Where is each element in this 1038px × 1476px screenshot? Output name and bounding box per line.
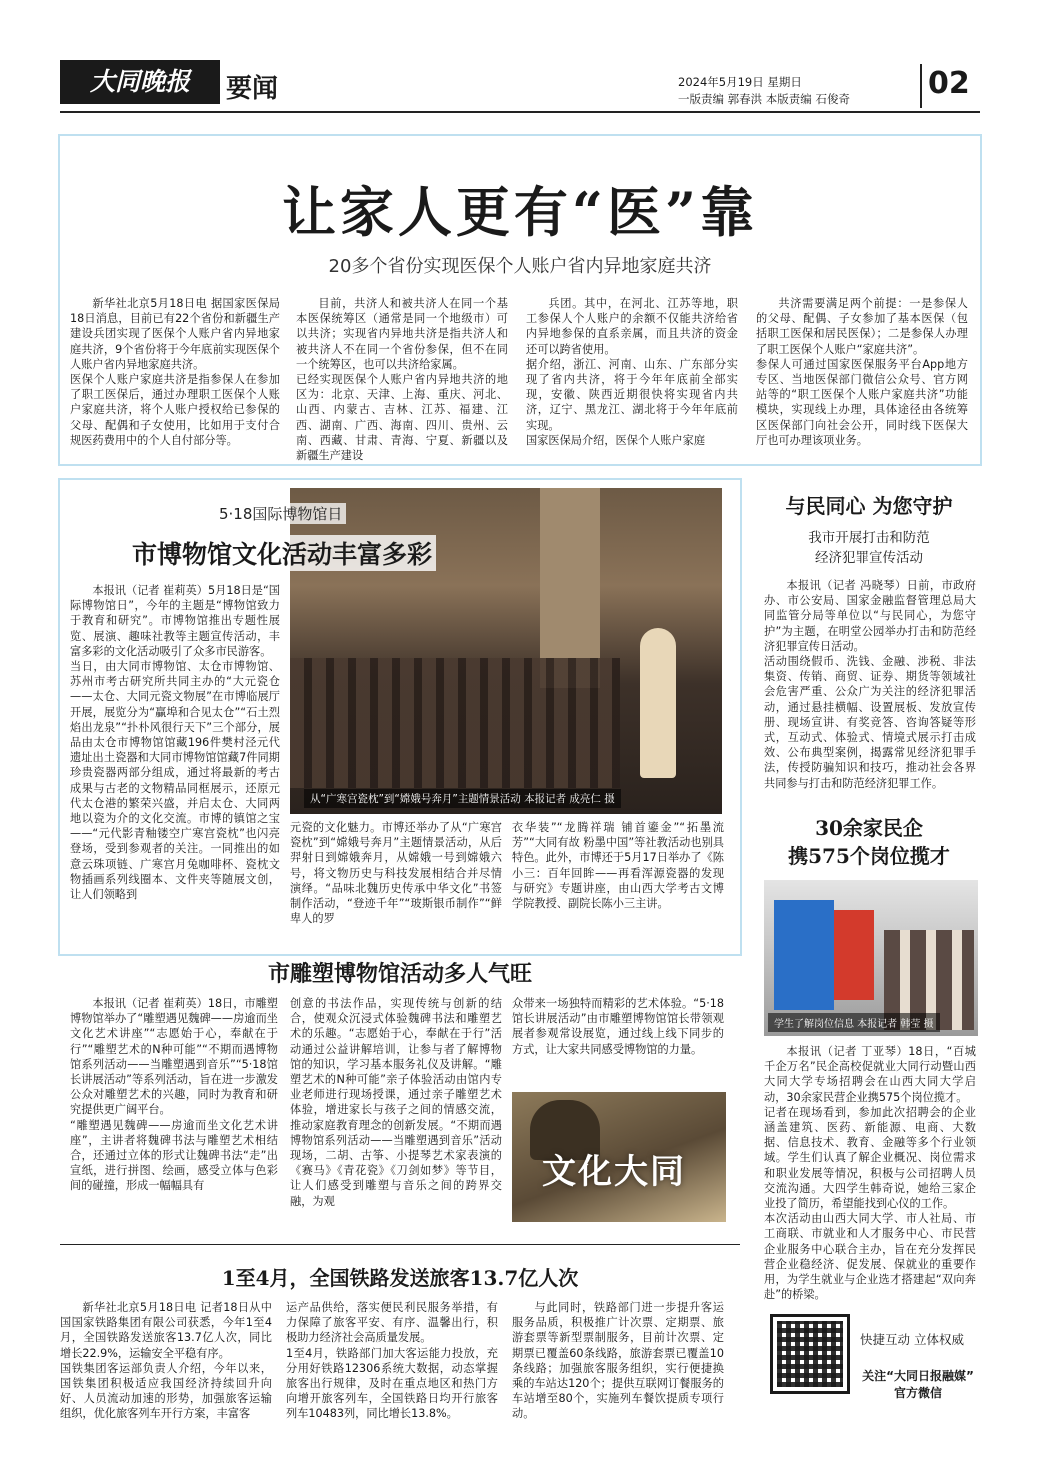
- promo-title: 文化大同: [542, 1152, 686, 1192]
- museum-kicker: 5·18国际博物馆日: [215, 503, 346, 524]
- railway-column-3: [512, 1300, 724, 1440]
- job-fair-photo: [764, 880, 978, 1036]
- editor-line: 一版责编 郭春洪 本版责编 石俊奇: [678, 92, 850, 106]
- museum-column-3: [512, 820, 724, 940]
- railway-column-1: [60, 1300, 272, 1440]
- page-no-divider: [920, 64, 922, 108]
- photo-banner: [774, 900, 834, 1010]
- paper-logo: 大同晚报: [60, 60, 220, 104]
- masthead: [40, 54, 1000, 114]
- museum-headline: 市博物馆文化活动丰富多彩: [128, 535, 436, 571]
- lead-headline: 让家人更有“医”靠: [281, 180, 759, 244]
- lead-column-4: [756, 296, 968, 451]
- lead-subhead: 20多个省份实现医保个人账户省内异地家庭共济: [328, 256, 712, 277]
- culture-datong-promo: [512, 1092, 726, 1222]
- sculpture-headline: 市雕塑博物馆活动多人气旺: [267, 961, 532, 987]
- railway-top-rule: [60, 1244, 740, 1245]
- museum-col1-text: 本报讯（记者 崔莉英）5月18日是“国际博物馆日”，今年的主题是“博物馆致力于教育和研究”。市博物馆推出专题性展览、展演、趣味社教等主题宣传活动，丰富多彩的文化活动吸引了众多市民游客。 当日，由大同市博物馆、太仓市博物馆、苏州市考古研究所共同主办的“大元瓷仓——太仓、大同元瓷文物展”在市博临展厅开展，展览分为“贏埠和合见太仓”“石土烈焰出龙泉”“扑朴风很行天下”三个部分，展品由太仓市博物馆馆藏196件樊村泾元代遗址出土瓷器和大同市博物馆馆藏7件同期珍贵瓷器两部分组成，通过将最新的考古成果与古老的文物精品同框展示，还原元代太仓港的繁荣兴盛，并启太仓、大同两地以瓷为介的文化交流。市博的镇馆之宝——“元代影青釉镂空广寒宫瓷枕”也闪亮登场，受到参观者的关注。一同推出的如意云珠项链、广寒宫月兔咖啡杯、瓷枕文物插画系列线圈本、文件夹等随展文创，让人们领略到: [70, 584, 280, 902]
- museum-col3-text: 衣华装”“龙腾祥瑞 铺首鎏金”“拓墨流芳”“大同有故 粉墨中国”等社教活动也别具特色。此外，市博还于5月17日举办了《陈小三：百年回眸——再看浑源瓷器的发现与研究》专题讲座，由山西大学考古文博学院教授、副院长陈小三主讲。: [512, 821, 724, 911]
- museum-photo-caption: 从“广寒宫瓷枕”到“嫦娥号奔月”主题情景活动 本报记者 成亮仁 摄: [304, 789, 621, 808]
- right2-body-text: 本报讯（记者 丁亚琴）18日，“百城千企万名”民企高校促就业大同行动暨山西大同大学专场招聘会在山西大同大学启动，30余家民营企业携575个岗位揽才。 记者在现场看到，参加此次招聘会的企业涵盖建筑、医药、新能源、电商、大数据、信息技术、教育、金融等多个行业领域。学生们认真了解企业概况、岗位需求和职业发展等情况，积极与公司招聘人员交流沟通。大四学生韩奇说，她给三家企业投了简历，希望能找到心仪的工作。 本次活动由山西大同大学、市人社局、市工商联、市就业和人才服务中心、市民营企业服务中心联合主办，旨在充分发挥民营企业稳经济、促发展、保就业的重要作用，为学生就业与企业选才搭建起“双向奔赴”的桥梁。: [764, 1045, 976, 1302]
- railway-col1-text: 新华社北京5月18日电 记者18日从中国国家铁路集团有限公司获悉，今年1至4月，全国铁路发送旅客13.7亿人次，同比增长22.9%，运输安全平稳有序。 国铁集团客运部负责人介绍，今年以来，国铁集团积极适应我国经济持续回升向好、人员流动加速的形势，加强旅客运输组织，优化旅客列车开行方案，丰富客: [60, 1301, 272, 1421]
- lead-col2-text: 目前，共济人和被共济人在同一个基本医保统筹区（通常是同一个地级市）可以共济；实现省内异地共济是指共济人和被共济人不在同一个省份参保，但不在同一个统筹区，也可以共济给家属。 已经实现医保个人账户省内异地共济的地区为：北京、天津、上海、重庆、河北、山西、内蒙古、吉林、江苏、福建、江西、湖南、广西、海南、四川、贵州、云南、西藏、甘肃、青海、宁夏、新疆以及新疆生产建设: [296, 297, 508, 463]
- railway-headline: 1至4月，全国铁路发送旅客13.7亿人次: [221, 1266, 579, 1290]
- lead-column-1: [70, 296, 280, 451]
- railway-column-2: [286, 1300, 498, 1440]
- sculpture-column-3: [512, 996, 724, 1086]
- lead-col3-text: 兵团。其中，在河北、江苏等地，职工参保人个人账户的余额不仅能共济给省内异地参保的直系亲属，而且共济的资金还可以跨省使用。 据介绍，浙江、河南、山东、广东部分实现了省内共济，将于今年年底前全部实现，安徽、陕西近期很快将实现省内共济，辽宁、黑龙江、湖北将于今年年底前实现。 国家医保局介绍，医保个人账户家庭: [526, 297, 738, 447]
- job-photo-caption: 学生了解岗位信息 本报记者 韩莹 摄: [768, 1013, 940, 1032]
- date-line: 2024年5月19日 星期日: [678, 75, 802, 89]
- lead-column-2: [296, 296, 508, 463]
- photo-performer: [640, 628, 676, 778]
- right1-body: [764, 578, 976, 798]
- museum-col2-text: 元瓷的文化魅力。市博还举办了从“广寒宫瓷枕”到“嫦娥号奔月”主题情景活动，从后羿射日到嫦娥奔月，从嫦娥一号到嫦娥六号，将文物历史与科技发展相结合并尽情演绎。“品味北魏历史传承中华文化”书签制作活动，“登迹千年”“玻斯银币制作”“鲜卑人的罗: [290, 821, 502, 926]
- railway-col3-text: 与此同时，铁路部门进一步提升客运服务品质，积极推广计次票、定期票、旅游套票等新型票制服务，目前计次票、定期票已覆盖60条线路，旅游套票已覆盖10条线路；加强旅客服务组织，实行便捷换乘的车站达120个；提供互联网订餐服务的车站增至80个，实施列车餐饮提质专项行动。: [512, 1301, 724, 1421]
- sculpture-col3-text: 众带来一场独特而精彩的艺术体验。“5·18馆长讲展活动”由市雕塑博物馆馆长带领观展者参观常设展览，通过线上线下同步的方式，让大家共同感受博物馆的力量。: [512, 997, 724, 1056]
- qr-tagline: 快捷互动 立体权威: [860, 1332, 964, 1347]
- right2-body: [764, 1044, 976, 1302]
- qr-pattern: [777, 1321, 843, 1387]
- page-number: 02: [928, 66, 970, 101]
- museum-column-1: [70, 583, 280, 939]
- sculpture-col2-text: 创意的书法作品，实现传统与创新的结合，使观众沉浸式体验魏碑书法和雕塑艺术的乐趣。“志愿始于心，奉献在于行”活动通过公益讲解培训，让参与者了解博物馆的知识，学习基本服务礼仪及讲解。“雕塑艺术的N种可能”亲子体验活动由馆内专业老师进行现场授课，通过亲子雕塑艺术体验，增进家长与孩子之间的情感交流，推动家庭教育理念的创新发展。“不期而遇博物馆系列活动——当雕塑遇到音乐”活动现场，二胡、古筝、小提琴艺术家表演的《赛马》《青花瓷》《刀剑如梦》等节目，让人们感受到雕塑与音乐之间的跨界交融，为观: [290, 997, 502, 1208]
- railway-col2-text: 运产品供给，落实便民利民服务举措，有力保障了旅客平安、有序、温馨出行，积极助力经济社会高质量发展。 1至4月，铁路部门加大客运能力投放，充分用好铁路12306系统大数据，动态掌握旅客出行规律，及时在重点地区和热门方向增开旅客列车，全国铁路日均开行旅客列车10483列，同比增长13.8%。: [286, 1301, 498, 1421]
- masthead-rule: [60, 111, 980, 113]
- section-label: 要闻: [226, 74, 279, 104]
- right2-headline: 30余家民企 携575个岗位揽才: [788, 816, 950, 868]
- sculpture-column-2: [290, 996, 502, 1228]
- right1-headline: 与民同心 为您守护: [785, 494, 953, 518]
- lead-col4-text: 共济需要满足两个前提：一是参保人的父母、配偶、子女参加了基本医保（包括职工医保和居民医保）；二是参保人办理了职工医保个人账户“家庭共济”。 参保人可通过国家医保服务平台App地方专区、当地医保部门微信公众号、官方网站等的“职工医保个人账户家庭共济”功能模块，实现线上办理，具体途径由各统筹区医保部门向社会公开，同时线下医保大厅也可办理该项业务。: [756, 297, 968, 447]
- qr-follow-text: 关注“大同日报融媒” 官方微信: [862, 1369, 974, 1400]
- sculpture-column-1: [70, 996, 278, 1228]
- sculpture-col1-text: 本报讯（记者 崔莉英）18日，市雕塑博物馆举办了“雕塑遇见魏碑——房逾而坐文化艺术讲座”“志愿始于心，奉献在于行”“雕塑艺术的N种可能”“不期而遇博物馆系列活动——当雕塑遇到音乐”“5·18馆长讲展活动”等系列活动，旨在进一步激发公众对雕塑艺术的兴趣，同时为教育和研究提供更广阔平台。 “雕塑遇见魏碑——房逾而坐文化艺术讲座”，主讲者将魏碑书法与雕塑艺术相结合，还通过立体的形式让魏碑书法“走”出宣纸，进行拼图、绘画，感受立体与色彩间的碰撞，形成一幅幅具有: [70, 997, 278, 1193]
- right1-body-text: 本报讯（记者 冯晓琴）日前，市政府办、市公安局、国家金融监督管理总局大同监管分局等单位以“与民同心，为您守护”为主题，在明堂公园举办打击和防范经济犯罪宣传日活动。 活动围绕假币、洗钱、金融、涉税、非法集资、传销、商贸、证券、期货等领域社会危害严重、公众广为关注的经济犯罪活动，通过悬挂横幅、设置展板、发放宣传册、现场宣讲、有奖竞答、咨询答疑等形式，互动式、体验式、情境式展示打击成效、公布典型案例，揭露常见经济犯罪手法，传授防骗知识和技巧，推动社会各界共同参与打击和防范经济犯罪工作。: [764, 579, 976, 790]
- lead-col1-text: 新华社北京5月18日电 据国家医保局18日消息，目前已有22个省份和新疆生产建设兵团实现了医保个人账户省内异地家庭共济，9个省份将于今年底前实现医保个人账户省内异地家庭共济。 医保个人账户家庭共济是指参保人在参加了职工医保后，通过办理职工医保个人账户家庭共济，将个人账户授权给已参保的父母、配偶和子女使用，比如用于支付合规医药费用中的个人自付部分等。: [70, 297, 280, 447]
- qr-code[interactable]: [770, 1314, 850, 1394]
- museum-column-2: [290, 820, 502, 940]
- photo-audience: [290, 658, 620, 788]
- photo-banner-red: [834, 910, 874, 1000]
- lead-column-3: [526, 296, 738, 451]
- right1-subhead: 我市开展打击和防范 经济犯罪宣传活动: [808, 530, 930, 566]
